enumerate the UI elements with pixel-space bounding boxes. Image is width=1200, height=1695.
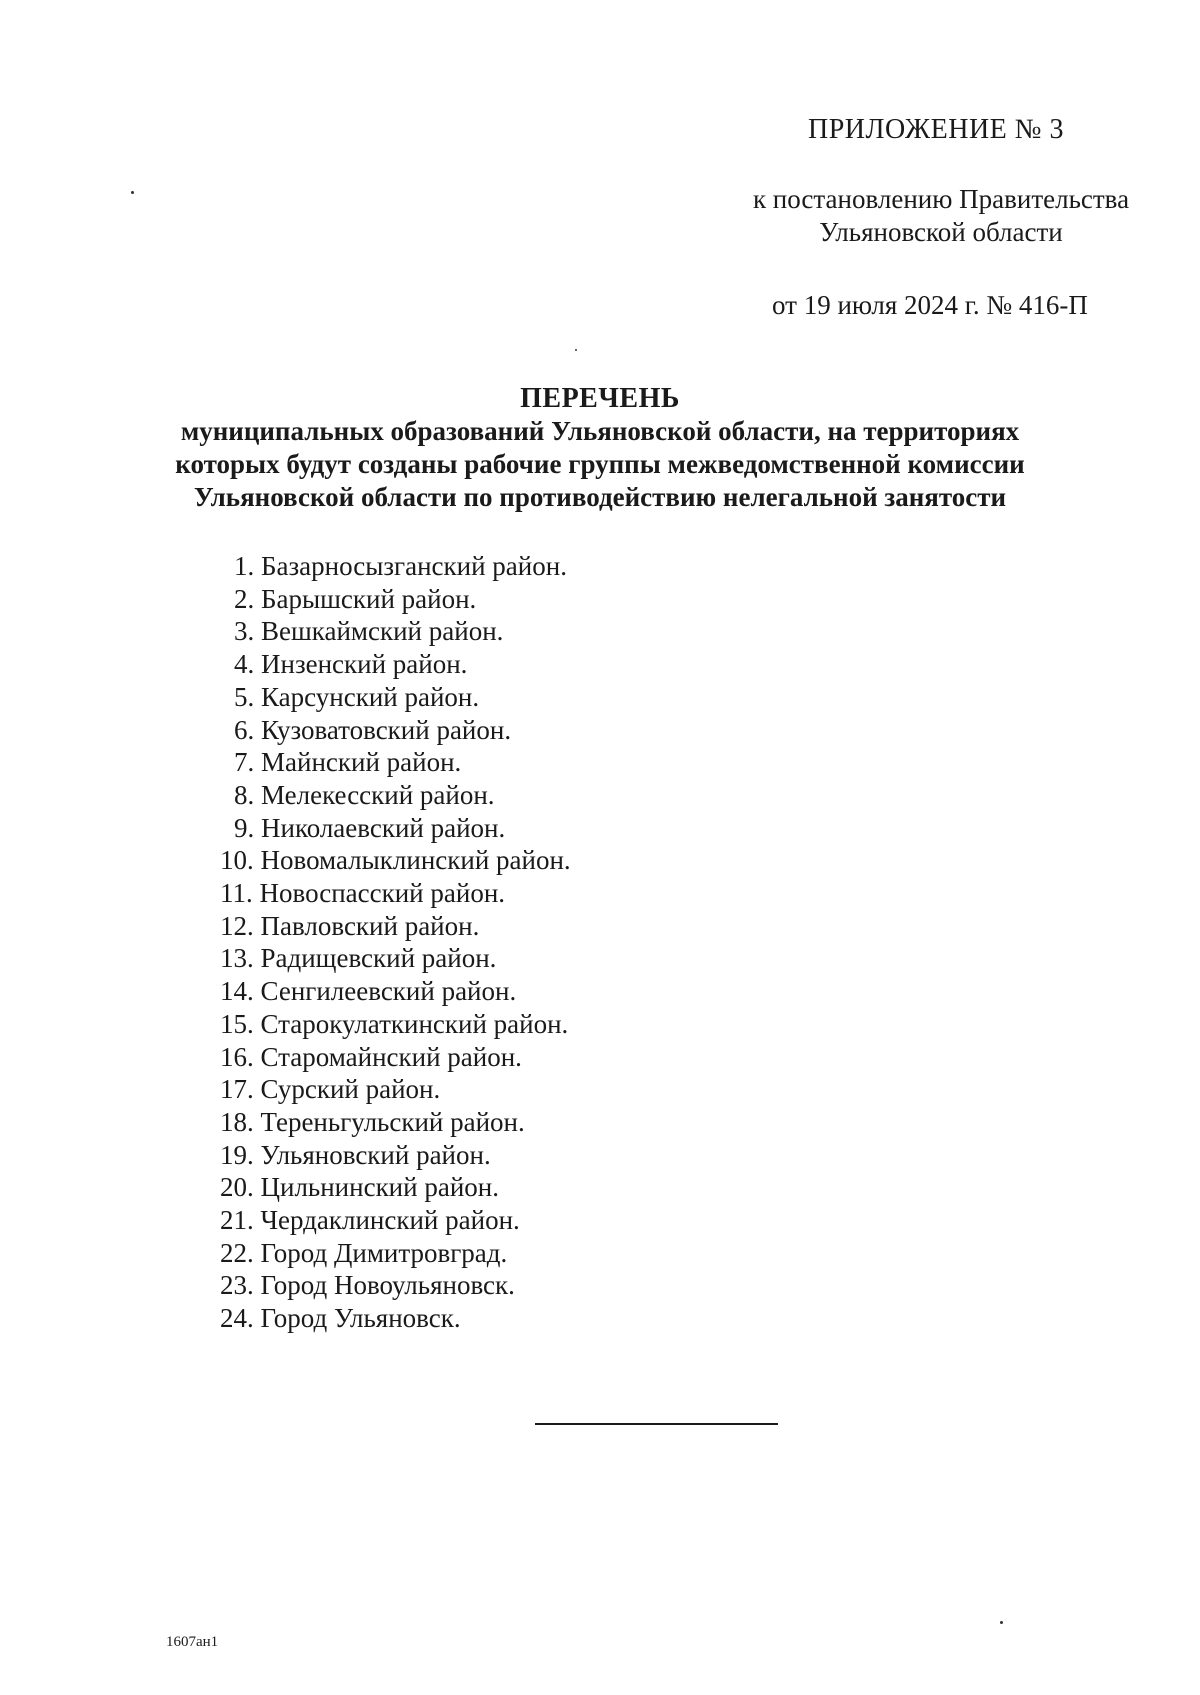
heading-subtitle-line: муниципальных образований Ульяновской области, на территориях <box>180 416 1020 446</box>
list-item-text: Базарносызганский район. <box>261 551 567 581</box>
list-item-number: 2. <box>234 583 255 614</box>
list-item-text: Ульяновский район. <box>260 1139 491 1170</box>
list-item-number: 13. <box>220 943 254 974</box>
list-item-text: Новомалыклинский район. <box>260 845 571 876</box>
list-item <box>220 1237 571 1270</box>
list-item-number: 11. <box>220 878 253 909</box>
appendix-reference-line: к постановлению Правительства <box>752 184 1130 214</box>
list-item-text: Старокулаткинский район. <box>260 1008 569 1039</box>
list-item-number: 19. <box>220 1139 254 1170</box>
list-item-number: 20. <box>220 1172 254 1203</box>
list-item <box>220 1139 571 1172</box>
list-item <box>220 1204 571 1237</box>
list-item-number: 10. <box>220 845 254 876</box>
list-item <box>220 1073 571 1106</box>
list-item-text: Радищевский район. <box>260 943 497 974</box>
list-item-text: Николаевский район. <box>261 812 506 843</box>
appendix-reference-line: Ульяновской области <box>819 217 1063 247</box>
list-item <box>220 812 571 845</box>
list-item-number: 16. <box>220 1041 254 1072</box>
list-item <box>220 1302 571 1335</box>
heading-subtitle-line: которых будут созданы рабочие группы межведомственной комиссии <box>175 449 1025 479</box>
list-item-text: Чердаклинский район. <box>260 1205 520 1236</box>
list-item <box>220 583 571 616</box>
list-item <box>220 910 571 943</box>
list-item <box>220 877 571 910</box>
scan-speck <box>1000 1621 1003 1624</box>
list-item-text: Барышский район. <box>261 583 477 614</box>
list-item-text: Новоспасский район. <box>259 878 506 909</box>
list-item <box>220 746 571 779</box>
list-item-text: Город Ульяновск. <box>260 1303 461 1334</box>
list-item-text: Майнский район. <box>261 747 462 778</box>
list-item <box>220 779 571 812</box>
list-item-number: 1. <box>234 551 255 581</box>
list-item <box>220 1269 571 1302</box>
list-item <box>220 615 571 648</box>
list-item-text: Город Новоульяновск. <box>260 1270 515 1301</box>
list-item-number: 22. <box>220 1237 254 1268</box>
list-item-text: Цильнинский район. <box>260 1172 499 1203</box>
list-item-number: 3. <box>234 616 255 647</box>
list-item-text: Мелекесский район. <box>261 779 495 810</box>
list-item-number: 17. <box>220 1074 254 1105</box>
scan-speck <box>131 191 134 194</box>
list-item <box>220 1008 571 1041</box>
resolution-date-number: от 19 июля 2024 г. № 416-П <box>772 290 1088 320</box>
list-item-number: 12. <box>220 910 254 941</box>
list-item-number: 14. <box>220 976 254 1007</box>
list-item <box>220 1171 571 1204</box>
closing-divider <box>535 1423 778 1425</box>
list-item <box>220 550 571 583</box>
list-item-number: 7. <box>234 747 255 778</box>
list-item-number: 6. <box>234 714 255 745</box>
list-item-number: 23. <box>220 1270 254 1301</box>
list-item <box>220 1041 571 1074</box>
list-item-text: Инзенский район. <box>261 649 468 680</box>
list-item-text: Тереньгульский район. <box>260 1106 525 1137</box>
list-item-text: Кузоватовский район. <box>261 714 512 745</box>
list-item-number: 5. <box>234 681 255 712</box>
list-item-text: Вешкаймский район. <box>261 616 504 647</box>
list-item-number: 15. <box>220 1008 254 1039</box>
list-item-text: Карсунский район. <box>261 681 480 712</box>
list-item <box>220 1106 571 1139</box>
list-item <box>220 648 571 681</box>
heading-title: ПЕРЕЧЕНЬ <box>520 383 680 414</box>
heading-subtitle-line: Ульяновской области по противодействию нелегальной занятости <box>193 482 1007 512</box>
list-item-number: 8. <box>234 779 255 810</box>
list-item-text: Старомайнский район. <box>260 1041 522 1072</box>
list-item-text: Павловский район. <box>260 910 480 941</box>
list-item-text: Сурский район. <box>260 1074 441 1105</box>
list-item-number: 24. <box>220 1303 254 1334</box>
list-item-number: 9. <box>234 812 255 843</box>
document-heading <box>150 382 1050 514</box>
appendix-reference <box>744 183 1138 249</box>
list-item <box>220 681 571 714</box>
scan-speck <box>575 349 577 351</box>
list-item <box>220 714 571 747</box>
list-item <box>220 942 571 975</box>
list-item-number: 4. <box>234 649 255 680</box>
list-item-text: Город Димитровград. <box>260 1237 508 1268</box>
municipality-list <box>220 550 571 1335</box>
appendix-title: ПРИЛОЖЕНИЕ № 3 <box>808 114 1064 145</box>
list-item-number: 21. <box>220 1205 254 1236</box>
list-item-text: Сенгилеевский район. <box>260 976 517 1007</box>
document-code: 1607ан1 <box>166 1634 219 1650</box>
list-item-number: 18. <box>220 1106 254 1137</box>
list-item <box>220 844 571 877</box>
list-item <box>220 975 571 1008</box>
